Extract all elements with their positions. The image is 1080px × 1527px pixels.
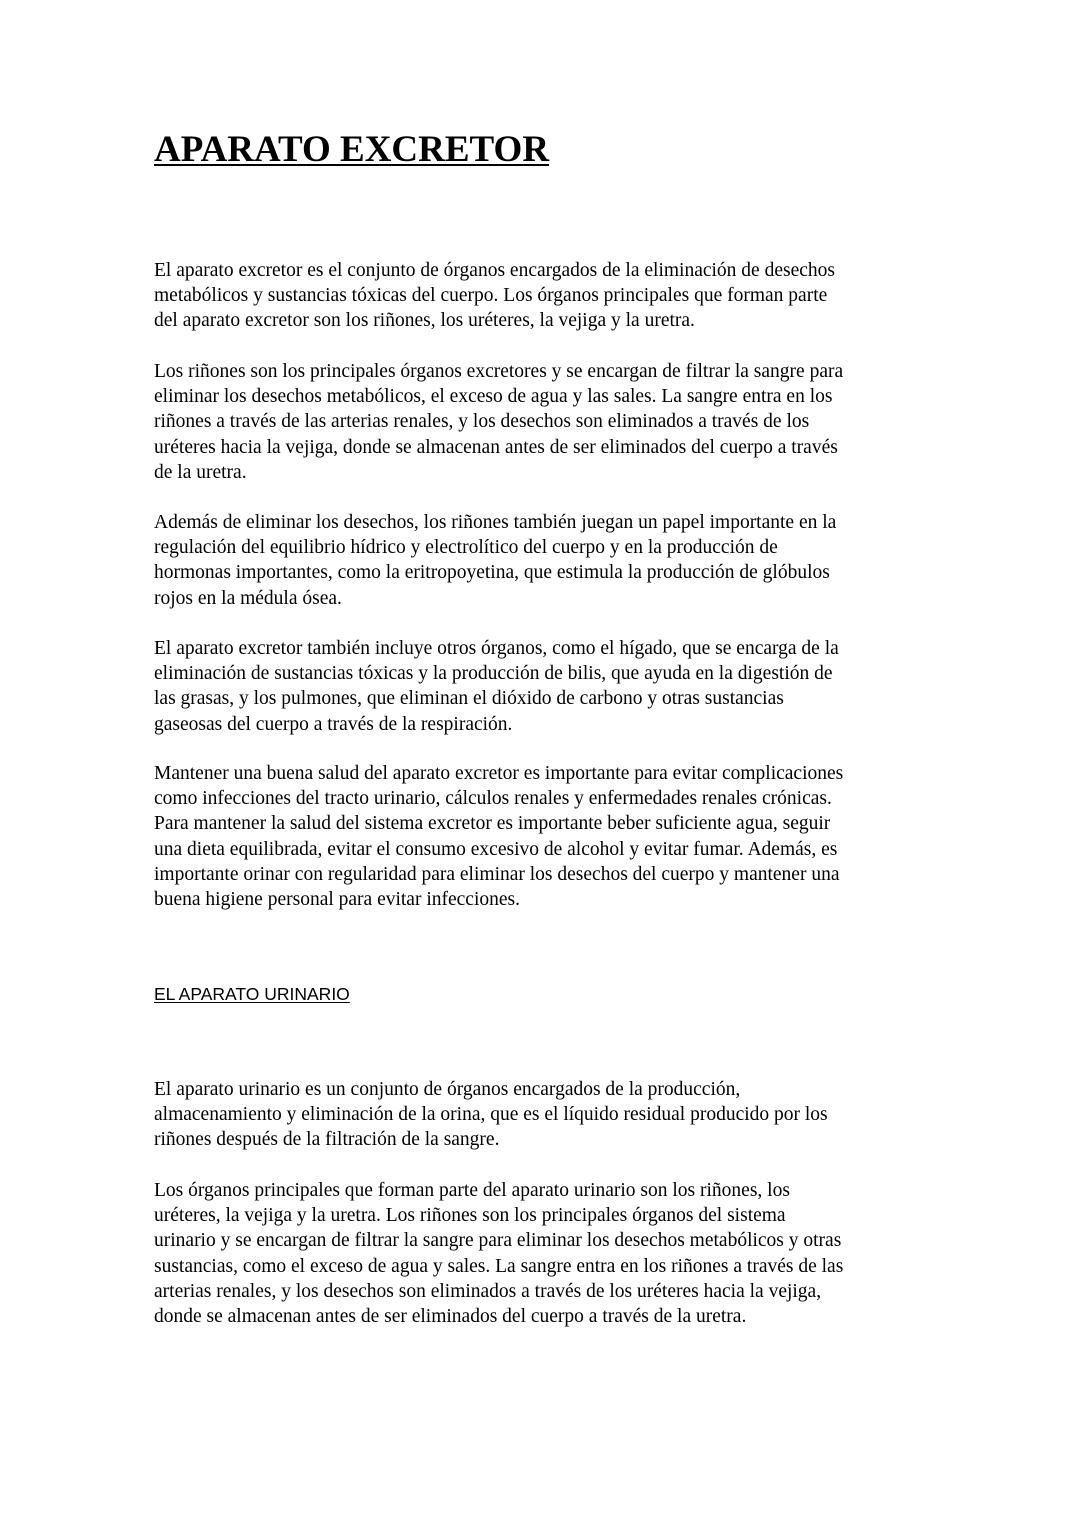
text-line: uréteres, la vejiga y la uretra. Los riñones son los principales órganos del sistema <box>154 1205 786 1227</box>
text-line: Los riñones son los principales órganos excretores y se encargan de filtrar la sangre para <box>154 361 844 382</box>
text-line: urinario y se encargan de filtrar la sangre para eliminar los desechos metabólicos y otras <box>154 1230 842 1252</box>
text-line: sustancias, como el exceso de agua y sales. La sangre entra en los riñones a través de las <box>154 1255 844 1277</box>
text-line: El aparato excretor también incluye otros órganos, como el hígado, que se encarga de la <box>154 638 839 659</box>
text-line: arterias renales, y los desechos son eliminados a través de los uréteres hacia la vejiga, <box>154 1280 822 1302</box>
text-line: rojos en la médula ósea. <box>154 587 342 609</box>
paragraph-urinary-organs <box>154 1178 938 1329</box>
text-line: hormonas importantes, como la eritropoyetina, que estimula la producción de glóbulos <box>154 562 830 584</box>
paragraph-excretor-definition <box>154 258 938 334</box>
paragraph-health <box>154 761 938 912</box>
text-line: El aparato urinario es un conjunto de órganos encargados de la producción, <box>154 1079 741 1100</box>
document-title: APARATO EXCRETOR <box>154 129 550 170</box>
text-line: donde se almacenan antes de ser eliminados del cuerpo a través de la uretra. <box>154 1306 747 1328</box>
text-line: uréteres hacia la vejiga, donde se almacenan antes de ser eliminados del cuerpo a través <box>154 436 838 458</box>
text-line: del aparato excretor son los riñones, los uréteres, la vejiga y la uretra. <box>154 310 695 332</box>
text-line: Además de eliminar los desechos, los riñones también juegan un papel importante en la <box>154 512 837 533</box>
text-line: riñones a través de las arterias renales, y los desechos son eliminados a través de los <box>154 411 810 433</box>
text-line: Los órganos principales que forman parte del aparato urinario son los riñones, los <box>154 1180 790 1201</box>
section-heading: EL APARATO URINARIO <box>154 984 350 1004</box>
paragraph-kidneys <box>154 359 938 485</box>
text-line: Mantener una buena salud del aparato excretor es importante para evitar complicaciones <box>154 763 844 784</box>
text-line: El aparato excretor es el conjunto de órganos encargados de la eliminación de desechos <box>154 260 835 281</box>
text-line: de la uretra. <box>154 461 247 483</box>
text-line: importante orinar con regularidad para eliminar los desechos del cuerpo y mantener una <box>154 863 840 885</box>
text-line: una dieta equilibrada, evitar el consumo excesivo de alcohol y evitar fumar. Además, es <box>154 838 838 860</box>
paragraph-urinary-definition <box>154 1077 938 1153</box>
paragraph-regulation <box>154 510 938 611</box>
text-line: las grasas, y los pulmones, que eliminan el dióxido de carbono y otras sustancias <box>154 688 784 710</box>
text-line: almacenamiento y eliminación de la orina, que es el líquido residual producido por los <box>154 1104 828 1126</box>
text-line: Para mantener la salud del sistema excretor es importante beber suficiente agua, seguir <box>154 813 831 835</box>
text-line: gaseosas del cuerpo a través de la respiración. <box>154 713 513 735</box>
text-line: eliminar los desechos metabólicos, el exceso de agua y las sales. La sangre entra en los <box>154 386 833 408</box>
text-line: buena higiene personal para evitar infecciones. <box>154 889 520 911</box>
text-line: como infecciones del tracto urinario, cálculos renales y enfermedades renales crónicas. <box>154 788 832 810</box>
paragraph-other-organs <box>154 636 938 737</box>
text-line: eliminación de sustancias tóxicas y la producción de bilis, que ayuda en la digestión de <box>154 663 833 685</box>
text-line: metabólicos y sustancias tóxicas del cuerpo. Los órganos principales que forman parte <box>154 285 828 307</box>
text-line: regulación del equilibrio hídrico y electrolítico del cuerpo y en la producción de <box>154 537 778 559</box>
text-line: riñones después de la filtración de la sangre. <box>154 1129 500 1151</box>
